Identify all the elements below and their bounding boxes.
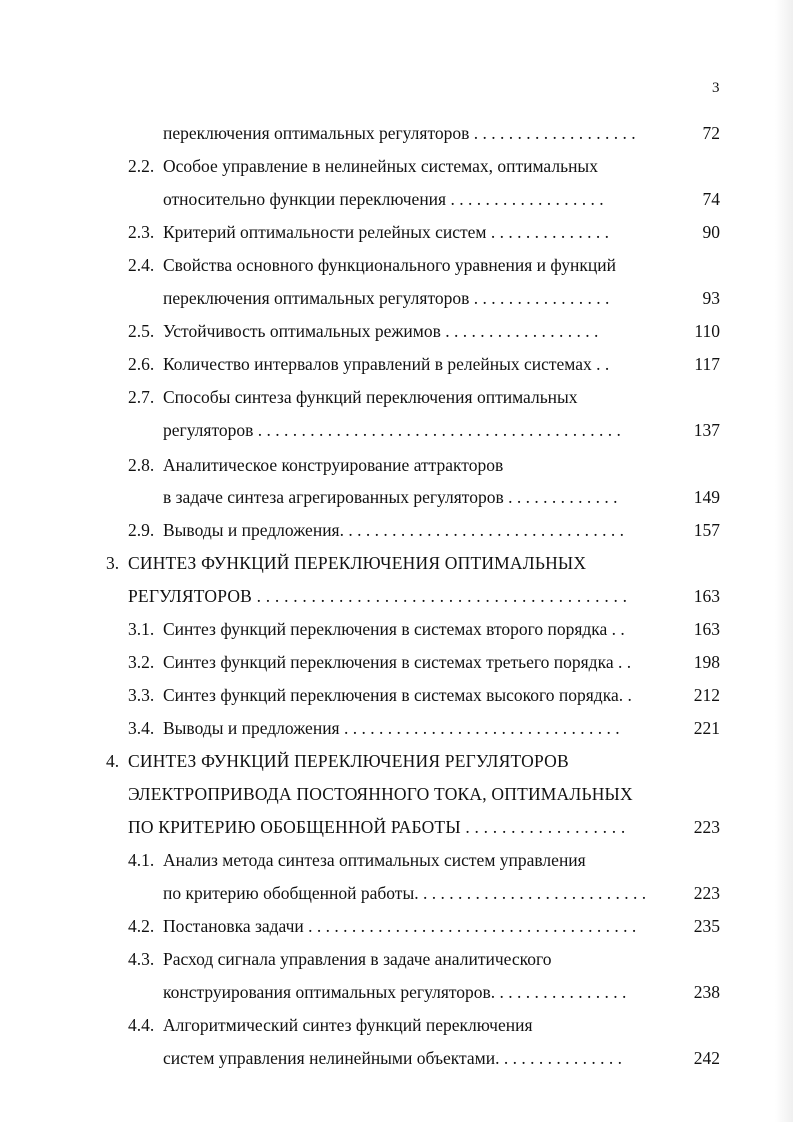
toc-entry-text: переключения оптимальных регуляторов . . . . . . . . . . . . . . . . . . . xyxy=(163,123,636,143)
toc-line xyxy=(128,155,720,177)
toc-chapter-title: СИНТЕЗ ФУНКЦИЙ ПЕРЕКЛЮЧЕНИЯ РЕГУЛЯТОРОВ xyxy=(128,751,569,771)
toc-entry-number: 4.2. xyxy=(128,916,155,936)
toc-line xyxy=(128,849,720,871)
toc-entry-number: 2.5. xyxy=(128,321,155,341)
toc-entry-number: 2.3. xyxy=(128,222,155,242)
toc-page-number: 235 xyxy=(693,916,720,936)
toc-line xyxy=(128,386,720,408)
toc-page-number: 221 xyxy=(693,718,720,738)
page-number: 3 xyxy=(712,80,720,96)
toc-chapter-title: ПО КРИТЕРИЮ ОБОБЩЕННОЙ РАБОТЫ . . . . . . . . . . . . . . . . . . xyxy=(128,817,626,837)
toc-page-number: 163 xyxy=(693,586,720,606)
toc-chapter-title: ЭЛЕКТРОПРИВОДА ПОСТОЯННОГО ТОКА, ОПТИМАЛЬНЫХ xyxy=(128,784,633,804)
toc-chapter-line xyxy=(106,816,720,838)
toc-entry-text: Анализ метода синтеза оптимальных систем управления xyxy=(163,850,586,870)
toc-entry-text: Аналитическое конструирование аттракторов xyxy=(163,455,504,475)
toc-entry-text: Выводы и предложения. . . . . . . . . . . . . . . . . . . . . . . . . . . . . . . . . xyxy=(163,520,624,540)
toc-line xyxy=(128,221,720,243)
toc-entry-number: 2.7. xyxy=(128,387,155,407)
toc-chapter-number: 3. xyxy=(106,553,120,573)
toc-chapter-line xyxy=(106,585,720,607)
toc-entry-number: 2.9. xyxy=(128,520,155,540)
toc-entry-text: Устойчивость оптимальных режимов . . . . . . . . . . . . . . . . . . xyxy=(163,321,599,341)
toc-page-number: 117 xyxy=(694,354,720,374)
toc-entry-text: Расход сигнала управления в задаче аналитического xyxy=(163,949,552,969)
toc-line xyxy=(128,254,720,276)
toc-page-number: 223 xyxy=(693,817,720,837)
toc-page-number: 110 xyxy=(694,321,720,341)
toc-entry-number: 2.2. xyxy=(128,156,155,176)
toc-page-number: 212 xyxy=(693,685,720,705)
toc-page-number: 93 xyxy=(702,288,720,308)
toc-entry-number: 3.3. xyxy=(128,685,155,705)
toc-entry-text: переключения оптимальных регуляторов . . . . . . . . . . . . . . . . xyxy=(163,288,610,308)
toc-entry-number: 3.2. xyxy=(128,652,155,672)
toc-line xyxy=(128,419,720,441)
toc-page-number: 157 xyxy=(693,520,720,540)
toc-line xyxy=(128,915,720,937)
toc-line xyxy=(128,287,720,309)
toc-line xyxy=(128,353,720,375)
toc-entry-text: Выводы и предложения . . . . . . . . . . . . . . . . . . . . . . . . . . . . . . . . xyxy=(163,718,620,738)
toc-entry-number: 4.3. xyxy=(128,949,155,969)
toc-page-number: 149 xyxy=(693,487,720,507)
toc-entry-text: Критерий оптимальности релейных систем . . . . . . . . . . . . . . xyxy=(163,222,610,242)
toc-page-number: 238 xyxy=(693,982,720,1002)
toc-entry-text: Количество интервалов управлений в релейных системах . . xyxy=(163,354,610,374)
toc-entry-text: Свойства основного функционального уравнения и функций xyxy=(163,255,616,275)
toc-entry-text: систем управления нелинейными объектами. . . . . . . . . . . . . . . xyxy=(163,1048,622,1068)
toc-line xyxy=(128,1047,720,1069)
toc-entry-number: 4.1. xyxy=(128,850,155,870)
toc-entry-number: 2.6. xyxy=(128,354,155,374)
toc-entry-text: Синтез функций переключения в системах высокого порядка. . xyxy=(163,685,632,705)
toc-entry-text: Постановка задачи . . . . . . . . . . . . . . . . . . . . . . . . . . . . . . . . . . . . . . xyxy=(163,916,637,936)
toc-page-number: 198 xyxy=(693,652,720,672)
toc-page-number: 74 xyxy=(702,189,720,209)
toc-line xyxy=(128,122,720,144)
toc-entry-text: Особое управление в нелинейных системах, оптимальных xyxy=(163,156,598,176)
toc-line xyxy=(128,1014,720,1036)
toc-entry-text: Синтез функций переключения в системах второго порядка . . xyxy=(163,619,625,639)
toc-page-number: 90 xyxy=(702,222,720,242)
toc-chapter-line xyxy=(106,783,720,805)
toc-line xyxy=(128,618,720,640)
toc-line xyxy=(128,519,720,541)
toc-entry-text: по критерию обобщенной работы. . . . . . . . . . . . . . . . . . . . . . . . . . . xyxy=(163,883,647,903)
toc-page-number: 242 xyxy=(693,1048,720,1068)
toc-entry-number: 2.4. xyxy=(128,255,155,275)
toc-entry-number: 2.8. xyxy=(128,455,155,475)
toc-entry-text: Способы синтеза функций переключения оптимальных xyxy=(163,387,578,407)
toc-line xyxy=(128,684,720,706)
toc-page-number: 223 xyxy=(693,883,720,903)
toc-page-number: 163 xyxy=(693,619,720,639)
toc-entry-number: 3.1. xyxy=(128,619,155,639)
toc-line xyxy=(128,882,720,904)
toc-line xyxy=(128,981,720,1003)
toc-chapter-line xyxy=(106,750,720,772)
toc-chapter-title: СИНТЕЗ ФУНКЦИЙ ПЕРЕКЛЮЧЕНИЯ ОПТИМАЛЬНЫХ xyxy=(128,553,587,573)
toc-entry-text: конструирования оптимальных регуляторов. . . . . . . . . . . . . . . . xyxy=(163,982,627,1002)
toc-chapter-title: РЕГУЛЯТОРОВ . . . . . . . . . . . . . . . . . . . . . . . . . . . . . . . . . . . . . . . . . xyxy=(128,586,628,606)
toc-entry-text: регуляторов . . . . . . . . . . . . . . . . . . . . . . . . . . . . . . . . . . . . . . . . . . xyxy=(163,420,621,440)
toc-chapter-line xyxy=(106,552,720,574)
toc-line xyxy=(128,188,720,210)
toc-entry-number: 3.4. xyxy=(128,718,155,738)
toc-page-number: 137 xyxy=(693,420,720,440)
toc-entry-text: Синтез функций переключения в системах третьего порядка . . xyxy=(163,652,632,672)
toc-line xyxy=(128,486,720,508)
toc-line xyxy=(128,948,720,970)
toc-line xyxy=(128,651,720,673)
toc-line xyxy=(128,320,720,342)
toc-entry-text: Алгоритмический синтез функций переключения xyxy=(163,1015,533,1035)
toc-line xyxy=(128,717,720,739)
toc-chapter-number: 4. xyxy=(106,751,120,771)
toc-line xyxy=(128,454,720,476)
toc-entry-text: в задаче синтеза агрегированных регуляторов . . . . . . . . . . . . . xyxy=(163,487,618,507)
scan-edge-shadow xyxy=(775,0,793,1122)
toc-page-number: 72 xyxy=(702,123,720,143)
toc-entry-number: 4.4. xyxy=(128,1015,155,1035)
toc-entry-text: относительно функции переключения . . . . . . . . . . . . . . . . . . xyxy=(163,189,604,209)
